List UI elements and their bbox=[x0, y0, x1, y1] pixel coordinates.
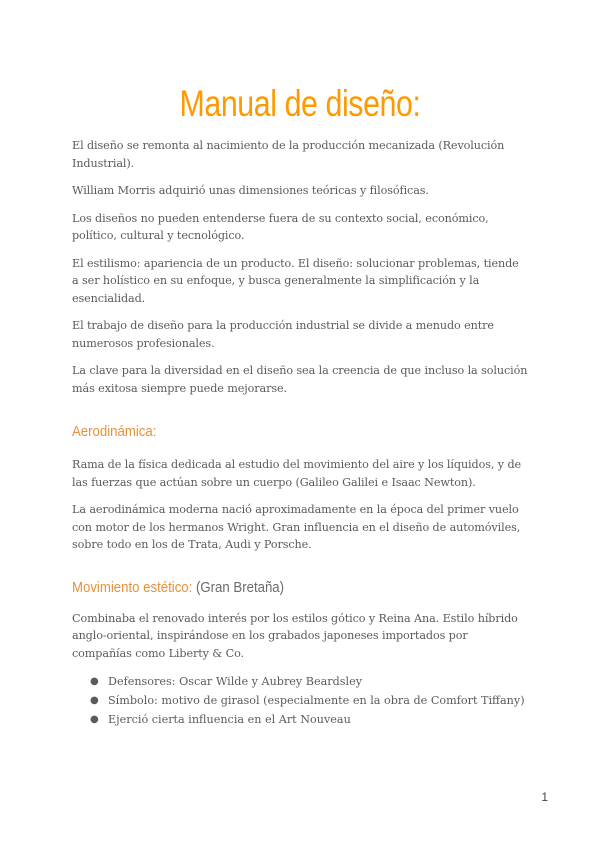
list-item bbox=[90, 691, 528, 710]
section-heading-label: Movimiento estético: bbox=[72, 578, 193, 596]
aerodinamica-paragraph: Rama de la física dedicada al estudio del movimiento del aire y los líquidos, y de las fuerzas que actúan sobre un cuerpo (Galileo Galilei e Isaac Newton). bbox=[72, 458, 522, 489]
bullet-list bbox=[72, 672, 528, 729]
movimiento-paragraph: Combinaba el renovado interés por los estilos gótico y Reina Ana. Estilo híbrido anglo-oriental, inspirándose en los grabados japoneses importados por compañías como Liberty & Co. bbox=[72, 611, 518, 660]
bullet-icon: ● bbox=[90, 676, 99, 687]
bullet-icon: ● bbox=[90, 714, 99, 725]
list-item-text: Símbolo: motivo de girasol (especialmente en la obra de Comfort Tiffany) bbox=[108, 694, 525, 707]
page-number: 1 bbox=[541, 790, 548, 804]
section-heading-aerodinamica: Aerodinámica: bbox=[72, 423, 157, 440]
list-item-text: Defensores: Oscar Wilde y Aubrey Beardsley bbox=[108, 675, 363, 688]
intro-paragraph: El trabajo de diseño para la producción industrial se divide a menudo entre numerosos profesionales. bbox=[72, 319, 494, 350]
intro-paragraph: Los diseños no pueden entenderse fuera de su contexto social, económico, político, cultural y tecnológico. bbox=[72, 211, 489, 242]
section-heading-subtitle: (Gran Bretaña) bbox=[192, 578, 285, 596]
intro-paragraph: William Morris adquirió unas dimensiones teóricas y filosóficas. bbox=[72, 184, 429, 197]
intro-paragraph: El diseño se remonta al nacimiento de la producción mecanizada (Revolución Industrial). bbox=[72, 139, 505, 170]
list-item-text: Ejerció cierta influencia en el Art Nouveau bbox=[108, 713, 351, 726]
page-title: Manual de diseño: bbox=[179, 83, 421, 124]
list-item bbox=[90, 710, 528, 729]
intro-paragraph: La clave para la diversidad en el diseño sea la creencia de que incluso la solución más exitosa siempre puede mejorarse. bbox=[72, 364, 528, 395]
section-heading-movimiento bbox=[72, 578, 473, 598]
list-item bbox=[90, 672, 528, 691]
aerodinamica-paragraph: La aerodinámica moderna nació aproximadamente en la época del primer vuelo con motor de los hermanos Wright. Gran influencia en el diseño de automóviles, sobre todo en los de Trata, Audi y Porsche. bbox=[72, 503, 521, 551]
intro-paragraph: El estilismo: apariencia de un producto. El diseño: solucionar problemas, tiende a ser holístico en su enfoque, y busca generalmente la simplificación y la esencialidad. bbox=[72, 256, 519, 305]
bullet-icon: ● bbox=[90, 695, 99, 706]
